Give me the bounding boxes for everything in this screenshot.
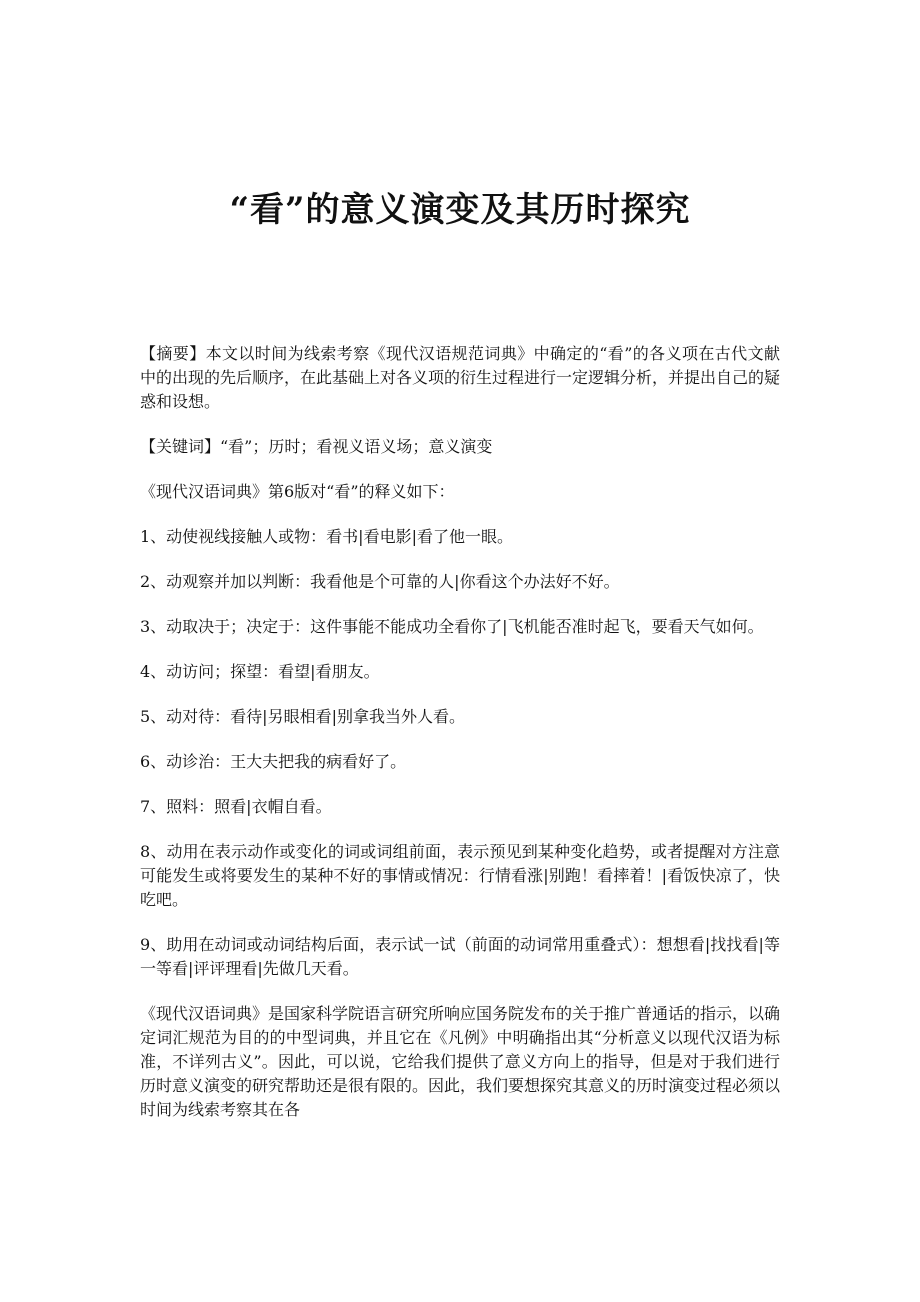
abstract-paragraph: 【摘要】本文以时间为线索考察《现代汉语规范词典》中确定的“看”的各义项在古代文献中的出现的先后顺序，在此基础上对各义项的衍生过程进行一定逻辑分析，并提出自己的疑惑和设想。 xyxy=(140,344,781,411)
keywords-paragraph: 【关键词】“看”；历时；看视义语义场；意义演变 xyxy=(140,437,493,456)
definition-item-2: 2、动观察并加以判断：我看他是个可靠的人|你看这个办法好不好。 xyxy=(140,572,620,591)
definition-item-5: 5、动对待：看待|另眼相看|别拿我当外人看。 xyxy=(140,707,465,726)
definition-item-4: 4、动访问；探望：看望|看朋友。 xyxy=(140,662,380,681)
definition-item-1: 1、动使视线接触人或物：看书|看电影|看了他一眼。 xyxy=(140,527,513,546)
definition-item-9: 9、助用在动词或动词结构后面，表示试一试（前面的动词常用重叠式）：想想看|找找看|等一等看|评评理看|先做几天看。 xyxy=(140,935,780,978)
definition-item-3: 3、动取决于；决定于：这件事能不能成功全看你了|飞机能否准时起飞，要看天气如何。 xyxy=(140,617,764,636)
closing-paragraph: 《现代汉语词典》是国家科学院语言研究所响应国务院发布的关于推广普通话的指示，以确定词汇规范为目的的中型词典，并且它在《凡例》中明确指出其“分析意义以现代汉语为标准，不详列古义”。因此，可以说，它给我们提供了意义方向上的指导，但是对于我们进行历时意义演变的研究帮助还是很有限的。因此，我们要想探究其意义的历时演变过程必须以时间为线索考察其在各 xyxy=(140,1004,781,1119)
document-body xyxy=(140,342,780,1143)
intro-paragraph: 《现代汉语词典》第6版对“看”的释义如下： xyxy=(140,482,455,501)
page-title: “看”的意义演变及其历时探究 xyxy=(229,190,691,230)
definition-item-7: 7、照料：照看|衣帽自看。 xyxy=(140,797,332,816)
definition-item-8: 8、动用在表示动作或变化的词或词组前面，表示预见到某种变化趋势，或者提醒对方注意可能发生或将要发生的某种不好的事情或情况：行情看涨|别跑！看摔着！|看饭快凉了，快吃吧。 xyxy=(140,842,780,909)
definition-item-6: 6、动诊治：王大夫把我的病看好了。 xyxy=(140,752,407,771)
